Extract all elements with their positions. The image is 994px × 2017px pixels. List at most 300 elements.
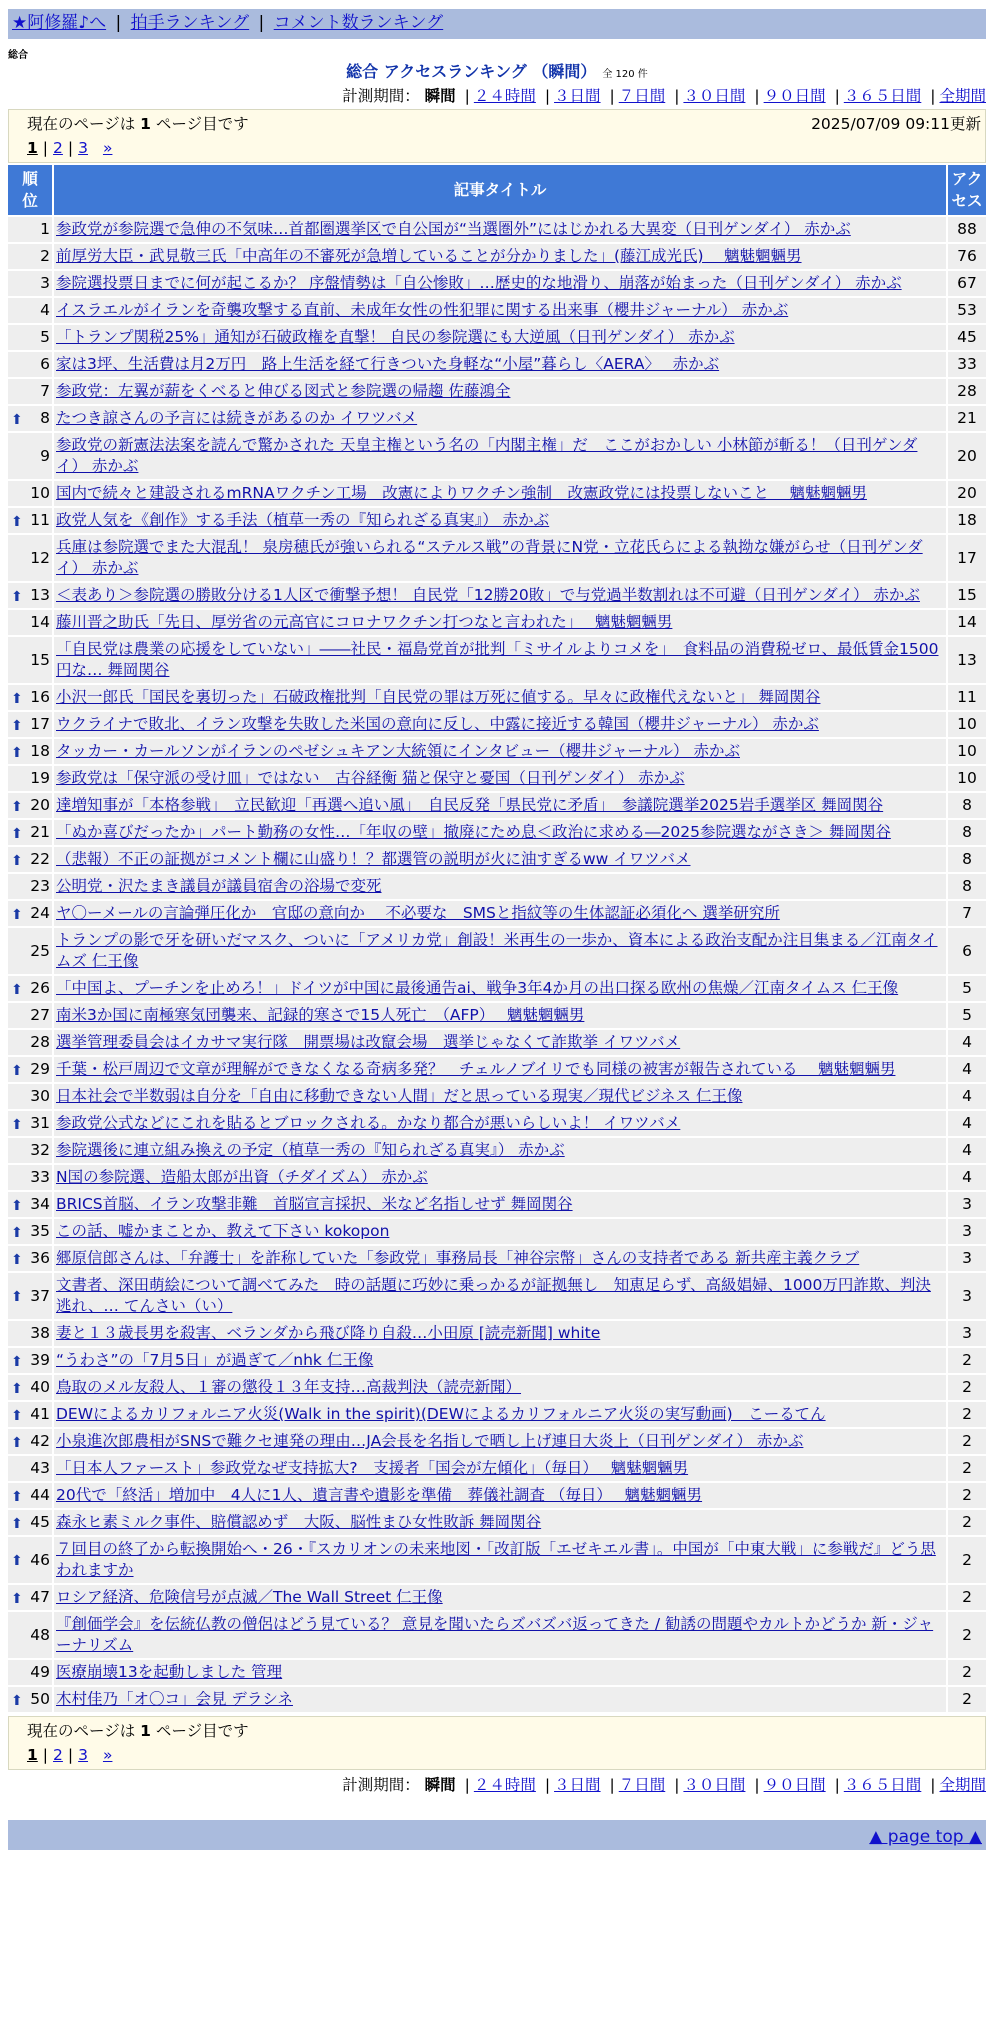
table-row bbox=[8, 271, 986, 296]
clap-ranking-link[interactable]: 拍手ランキング bbox=[130, 13, 250, 33]
rank-cell bbox=[8, 1111, 52, 1136]
rank-up-arrow-icon: ⬆ bbox=[11, 1353, 23, 1370]
article-title-link[interactable]: ７回目の終了から転換開始へ・26・『スカリオンの未来地図・「改訂版「エゼキエル書」。中国が「中東大戦」に参戦だ』どう思われますか bbox=[56, 1540, 936, 1579]
rank-cell bbox=[8, 1321, 52, 1346]
title-cell bbox=[54, 1402, 946, 1427]
period-link-3d[interactable]: ３日間 bbox=[554, 87, 601, 105]
article-title-link[interactable]: 郷原信郎さんは、「弁護士」を詐称していた「参政党」事務局長「神谷宗幣」さんの支持者である 新共産主義クラブ bbox=[56, 1249, 860, 1267]
rank-cell bbox=[8, 1687, 52, 1712]
rank-number: 29 bbox=[30, 1060, 50, 1078]
rank-number: 27 bbox=[30, 1006, 50, 1024]
article-title-link[interactable]: 公明党・沢たまき議員が議員宿舎の浴場で変死 bbox=[56, 877, 382, 895]
title-cell bbox=[54, 535, 946, 581]
header-access: アクセス bbox=[948, 165, 986, 215]
period-link-365d[interactable]: ３６５日間 bbox=[843, 1776, 922, 1794]
table-row bbox=[8, 712, 986, 737]
rank-number: 43 bbox=[30, 1459, 50, 1477]
table-row bbox=[8, 610, 986, 635]
rank-cell bbox=[8, 712, 52, 737]
table-row bbox=[8, 379, 986, 404]
period-label: 計測期間： bbox=[342, 87, 420, 105]
table-row bbox=[8, 1456, 986, 1481]
period-link-24h[interactable]: ２４時間 bbox=[473, 1776, 536, 1794]
rank-cell bbox=[8, 1537, 52, 1583]
title-cell bbox=[54, 1585, 946, 1610]
rank-number: 19 bbox=[30, 769, 50, 787]
title-cell bbox=[54, 766, 946, 791]
period-link-3d[interactable]: ３日間 bbox=[554, 1776, 601, 1794]
rank-number: 30 bbox=[30, 1087, 50, 1105]
article-title-link[interactable]: 妻と１３歳長男を殺害、ベランダから飛び降り自殺…小田原 [読売新聞] white bbox=[56, 1324, 601, 1342]
table-row bbox=[8, 1585, 986, 1610]
rank-number: 2 bbox=[40, 247, 50, 265]
total-count: 全 120 件 bbox=[602, 69, 648, 80]
table-row bbox=[8, 481, 986, 506]
table-row bbox=[8, 685, 986, 710]
rank-cell bbox=[8, 508, 52, 533]
access-count: 8 bbox=[948, 847, 986, 872]
rank-cell bbox=[8, 1219, 52, 1244]
table-row bbox=[8, 1138, 986, 1163]
period-link-365d[interactable]: ３６５日間 bbox=[843, 87, 922, 105]
rank-number: 23 bbox=[30, 877, 50, 895]
rank-number: 34 bbox=[30, 1195, 50, 1213]
article-title-link[interactable]: タッカー・カールソンがイランのペゼシュキアン大統領にインタビュー（櫻井ジャーナル） 赤かぶ bbox=[56, 742, 740, 760]
article-title-link[interactable]: 医療崩壊13を起動しました 管理 bbox=[56, 1663, 283, 1681]
access-count: 4 bbox=[948, 1030, 986, 1055]
rank-cell bbox=[8, 406, 52, 431]
article-title-link[interactable]: DEWによるカリフォルニア火災(Walk in the spirit)(DEWによるカリフォルニア火災の実写動画) こーるてん bbox=[56, 1405, 826, 1423]
article-title-link[interactable]: 参院選投票日までに何が起こるか？ 序盤情勢は「自公惨敗」…歴史的な地滑り、崩落が始まった（日刊ゲンダイ） 赤かぶ bbox=[56, 274, 902, 292]
period-link-30d[interactable]: ３０日間 bbox=[683, 87, 746, 105]
article-title-link[interactable]: ＜表あり＞参院選の勝敗分ける1人区で衝撃予想！ 自民党「12勝20敗」で与党過半数割れは不可避（日刊ゲンダイ） 赤かぶ bbox=[56, 586, 920, 604]
table-row bbox=[8, 325, 986, 350]
article-title-link[interactable]: ロシア経済、危険信号が点滅／The Wall Street 仁王像 bbox=[56, 1588, 443, 1606]
rank-cell bbox=[8, 928, 52, 974]
article-title-link[interactable]: 日本社会で半数弱は自分を「自由に移動できない人間」だと思っている現実／現代ビジネス 仁王像 bbox=[56, 1087, 743, 1105]
rank-cell bbox=[8, 1165, 52, 1190]
title-cell bbox=[54, 1273, 946, 1319]
rank-cell bbox=[8, 1402, 52, 1427]
article-title-link[interactable]: 「ぬか喜びだったか」パート勤務の女性…「年収の壁」撤廃にため息＜政治に求める―2025参院選ながさき＞ 舞岡関谷 bbox=[56, 823, 891, 841]
article-title-link[interactable]: 文書者、深田萌絵について調べてみた 時の話題に巧妙に乗っかるが証拠無し 知恵足らず、高級娼婦、1000万円詐欺、判決逃れ、… てんさい（い） bbox=[56, 1276, 931, 1315]
table-row bbox=[8, 433, 986, 479]
pager-next-link[interactable]: » bbox=[102, 139, 113, 157]
pager-link-2[interactable]: 2 bbox=[53, 139, 63, 157]
access-count: 4 bbox=[948, 1165, 986, 1190]
rank-cell bbox=[8, 874, 52, 899]
table-row bbox=[8, 1510, 986, 1535]
pager-link-2[interactable]: 2 bbox=[53, 1746, 63, 1764]
access-count: 4 bbox=[948, 1057, 986, 1082]
access-count: 6 bbox=[948, 928, 986, 974]
rank-cell bbox=[8, 298, 52, 323]
rank-up-arrow-icon: ⬆ bbox=[11, 798, 23, 815]
rank-cell bbox=[8, 793, 52, 818]
access-count: 3 bbox=[948, 1219, 986, 1244]
title-cell bbox=[54, 1003, 946, 1028]
article-title-link[interactable]: 参院選後に連立組み換えの予定（植草一秀の『知られざる真実』） 赤かぶ bbox=[56, 1141, 565, 1159]
article-title-link[interactable]: 兵庫は参院選でまた大混乱！ 泉房穂氏が強いられる“ステルス戦”の背景にN党・立花氏らによる執拗な嫌がらせ（日刊ゲンダイ） 赤かぶ bbox=[56, 538, 923, 577]
header-rank: 順位 bbox=[8, 165, 52, 215]
access-count: 18 bbox=[948, 508, 986, 533]
table-row bbox=[8, 847, 986, 872]
rank-cell bbox=[8, 1246, 52, 1271]
rank-number: 15 bbox=[30, 650, 50, 669]
rank-cell bbox=[8, 637, 52, 683]
rank-number: 32 bbox=[30, 1141, 50, 1159]
rank-cell bbox=[8, 583, 52, 608]
title-cell bbox=[54, 820, 946, 845]
rank-number: 40 bbox=[30, 1378, 50, 1396]
comment-ranking-link[interactable]: コメント数ランキング bbox=[273, 13, 444, 33]
rank-up-arrow-icon: ⬆ bbox=[11, 1380, 23, 1397]
rank-number: 13 bbox=[30, 586, 50, 604]
rank-cell bbox=[8, 1585, 52, 1610]
rank-cell bbox=[8, 820, 52, 845]
access-count: 2 bbox=[948, 1375, 986, 1400]
rank-cell bbox=[8, 1612, 52, 1658]
table-row bbox=[8, 976, 986, 1001]
period-link-90d[interactable]: ９０日間 bbox=[763, 87, 826, 105]
table-row bbox=[8, 406, 986, 431]
rank-number: 21 bbox=[30, 823, 50, 841]
table-row bbox=[8, 1483, 986, 1508]
title-cell bbox=[54, 1687, 946, 1712]
access-count: 8 bbox=[948, 793, 986, 818]
access-count: 67 bbox=[948, 271, 986, 296]
access-count: 45 bbox=[948, 325, 986, 350]
title-cell bbox=[54, 325, 946, 350]
access-count: 2 bbox=[948, 1456, 986, 1481]
period-link-all[interactable]: 全期間 bbox=[939, 87, 986, 105]
title-cell bbox=[54, 217, 946, 242]
rank-up-arrow-icon: ⬆ bbox=[11, 690, 23, 707]
access-count: 4 bbox=[948, 1084, 986, 1109]
title-cell bbox=[54, 1030, 946, 1055]
rank-cell bbox=[8, 847, 52, 872]
rank-cell bbox=[8, 379, 52, 404]
rank-number: 38 bbox=[30, 1324, 50, 1342]
table-row bbox=[8, 1165, 986, 1190]
article-title-link[interactable]: 『創価学会』を伝統仏教の僧侶はどう見ている？ 意見を聞いたらズバズバ返ってきた / 勧誘の問題やカルトかどうか 新・ジャーナリズム bbox=[56, 1615, 934, 1654]
rank-up-arrow-icon: ⬆ bbox=[11, 1515, 23, 1532]
title-cell bbox=[54, 1111, 946, 1136]
rank-cell bbox=[8, 244, 52, 269]
page-status-box-bottom bbox=[8, 1716, 986, 1770]
period-current: 瞬間 bbox=[424, 1776, 456, 1794]
rank-number: 5 bbox=[40, 328, 50, 346]
title-cell bbox=[54, 244, 946, 269]
footer-bar bbox=[8, 1820, 986, 1850]
access-count: 3 bbox=[948, 1321, 986, 1346]
access-count: 33 bbox=[948, 352, 986, 377]
title-cell bbox=[54, 1057, 946, 1082]
rank-number: 11 bbox=[30, 511, 50, 529]
nav-separator: | bbox=[258, 13, 265, 33]
access-count: 5 bbox=[948, 976, 986, 1001]
access-count: 2 bbox=[948, 1510, 986, 1535]
article-title-link[interactable]: 南米3か国に南極寒気団襲来、記録的寒さで15人死亡 （AFP） 魑魅魍魎男 bbox=[56, 1006, 585, 1024]
table-row bbox=[8, 1057, 986, 1082]
table-row bbox=[8, 535, 986, 581]
title-cell bbox=[54, 901, 946, 926]
access-count: 8 bbox=[948, 874, 986, 899]
table-header-row bbox=[8, 165, 986, 215]
title-cell bbox=[54, 406, 946, 431]
ranking-table-body bbox=[8, 217, 986, 1712]
table-row bbox=[8, 1030, 986, 1055]
rank-cell bbox=[8, 1003, 52, 1028]
table-row bbox=[8, 508, 986, 533]
article-title-link[interactable]: イスラエルがイランを奇襲攻撃する直前、未成年女性の性犯罪に関する出来事（櫻井ジャーナル） 赤かぶ bbox=[56, 301, 789, 319]
rank-number: 4 bbox=[40, 301, 50, 319]
access-count: 3 bbox=[948, 1273, 986, 1319]
rank-up-arrow-icon: ⬆ bbox=[11, 1434, 23, 1451]
table-row bbox=[8, 928, 986, 974]
access-count: 10 bbox=[948, 739, 986, 764]
rank-number: 45 bbox=[30, 1513, 50, 1531]
article-title-link[interactable]: 政党人気を《創作》する手法（植草一秀の『知られざる真実』） 赤かぶ bbox=[56, 511, 550, 529]
article-title-link[interactable]: 前厚労大臣・武見敬三氏「中高年の不審死が急増していることが分かりました」(藤江成光氏) 魑魅魍魎男 bbox=[56, 247, 802, 265]
table-row bbox=[8, 1246, 986, 1271]
period-link-7d[interactable]: ７日間 bbox=[618, 87, 666, 105]
period-link-7d[interactable]: ７日間 bbox=[618, 1776, 666, 1794]
rank-cell bbox=[8, 1510, 52, 1535]
table-row bbox=[8, 1612, 986, 1658]
access-count: 76 bbox=[948, 244, 986, 269]
page-status-text: 現在のページは 1 ページ目です bbox=[27, 1722, 249, 1740]
article-title-link[interactable]: 千葉・松戸周辺で文章が理解ができなくなる奇病多発？ チェルノブイリでも同様の被害が報告されている 魑魅魍魎男 bbox=[56, 1060, 896, 1078]
period-selector-top: 計測期間： 瞬間 | ２４時間 | ３日間 | ７日間 | ３０日間 | ９０日間 | ３６５日間 | 全期間 bbox=[342, 87, 986, 105]
table-row bbox=[8, 1660, 986, 1685]
rank-number: 20 bbox=[30, 796, 50, 814]
table-row bbox=[8, 1321, 986, 1346]
rank-number: 39 bbox=[30, 1351, 50, 1369]
article-title-link[interactable]: 藤川晋之助氏「先日、厚労省の元高官にコロナワクチン打つなと言われた」 魑魅魍魎男 bbox=[56, 613, 673, 631]
page-status-box-top bbox=[8, 109, 986, 163]
article-title-link[interactable]: BRICS首脳、イラン攻撃非難 首脳宣言採択、米など名指しせず 舞岡関谷 bbox=[56, 1195, 573, 1213]
article-title-link[interactable]: 森永ヒ素ミルク事件、賠償認めず 大阪、脳性まひ女性敗訴 舞岡関谷 bbox=[56, 1513, 542, 1531]
access-count: 20 bbox=[948, 433, 986, 479]
rank-cell bbox=[8, 1456, 52, 1481]
rank-number: 12 bbox=[30, 548, 50, 567]
article-title-link[interactable]: 「中国よ、プーチンを止めろ！」ドイツが中国に最後通告ai、戦争3年4か月の出口探る欧州の焦燥／江南タイムス 仁王像 bbox=[56, 979, 899, 997]
access-count: 2 bbox=[948, 1660, 986, 1685]
table-row bbox=[8, 1375, 986, 1400]
rank-cell bbox=[8, 1138, 52, 1163]
period-label: 計測期間： bbox=[342, 1776, 420, 1794]
rank-up-arrow-icon: ⬆ bbox=[11, 1289, 23, 1305]
article-title-link[interactable]: 国内で続々と建設されるmRNAワクチン工場 改憲によりワクチン強制 改憲政党には投票しないこと 魑魅魍魎男 bbox=[56, 484, 867, 502]
access-count: 2 bbox=[948, 1585, 986, 1610]
rank-up-arrow-icon: ⬆ bbox=[11, 1553, 23, 1569]
rank-number: 48 bbox=[30, 1625, 50, 1644]
rank-number: 33 bbox=[30, 1168, 50, 1186]
rank-number: 35 bbox=[30, 1222, 50, 1240]
title-cell bbox=[54, 712, 946, 737]
rank-number: 18 bbox=[30, 742, 50, 760]
ranking-title: 総合 アクセスランキング （瞬間） bbox=[346, 62, 597, 81]
access-count: 10 bbox=[948, 712, 986, 737]
rank-cell bbox=[8, 1348, 52, 1373]
period-link-all[interactable]: 全期間 bbox=[939, 1776, 986, 1794]
article-title-link[interactable]: 参政党は「保守派の受け皿」ではない 古谷経衡 猫と保守と憂国（日刊ゲンダイ） 赤かぶ bbox=[56, 769, 685, 787]
rank-up-arrow-icon: ⬆ bbox=[11, 1062, 23, 1079]
rank-cell bbox=[8, 1429, 52, 1454]
access-count: 11 bbox=[948, 685, 986, 710]
rank-cell bbox=[8, 535, 52, 581]
rank-cell bbox=[8, 271, 52, 296]
article-title-link[interactable]: ヤ〇ーメールの言論弾圧化か 官邸の意向か 不必要な SMSと指紋等の生体認証必須化へ 選挙研究所 bbox=[56, 904, 780, 922]
article-title-link[interactable]: 「自民党は農業の応援をしていない」――社民・福島党首が批判「ミサイルよりコメを」 食料品の消費税ゼロ、最低賃金1500円な… 舞岡関谷 bbox=[56, 640, 939, 679]
table-row bbox=[8, 766, 986, 791]
access-count: 15 bbox=[948, 583, 986, 608]
title-cell bbox=[54, 1138, 946, 1163]
article-title-link[interactable]: （悲報）不正の証拠がコメント欄に山盛り！？都選管の説明が火に油すぎるww イワツバメ bbox=[56, 850, 691, 868]
access-count: 4 bbox=[948, 1138, 986, 1163]
page-top-link[interactable]: ▲ page top ▲ bbox=[869, 1827, 982, 1847]
article-title-link[interactable]: 小沢一郎氏「国民を裏切った」石破政権批判「自民党の罪は万死に値する。早々に政権代えないと」 舞岡関谷 bbox=[56, 688, 821, 706]
article-title-link[interactable]: 鳥取のメル友殺人、１審の懲役１３年支持…高裁判決（読売新聞） bbox=[56, 1378, 522, 1396]
access-count: 14 bbox=[948, 610, 986, 635]
access-count: 2 bbox=[948, 1483, 986, 1508]
article-title-link[interactable]: 「トランプ関税25%」通知が石破政権を直撃！ 自民の参院選にも大逆風（日刊ゲンダイ） 赤かぶ bbox=[56, 328, 735, 346]
pager-next-link[interactable]: » bbox=[102, 1746, 113, 1764]
article-title-link[interactable]: 小泉進次郎農相がSNSで難クセ連発の理由…JA会長を名指しで晒し上げ連日大炎上（日刊ゲンダイ） 赤かぶ bbox=[56, 1432, 804, 1450]
table-row bbox=[8, 793, 986, 818]
rank-number: 7 bbox=[40, 382, 50, 400]
header-title: 記事タイトル bbox=[54, 165, 946, 215]
access-count: 2 bbox=[948, 1537, 986, 1583]
rank-cell bbox=[8, 766, 52, 791]
rank-cell bbox=[8, 217, 52, 242]
table-row bbox=[8, 1348, 986, 1373]
article-title-link[interactable]: 参政党：左翼が薪をくべると伸びる図式と参院選の帰趨 佐藤鴻全 bbox=[56, 382, 511, 400]
table-row bbox=[8, 820, 986, 845]
article-title-link[interactable]: 達増知事が「本格参戦」 立民歓迎「再選へ追い風」 自民反発「県民党に矛盾」 参議院選挙2025岩手選挙区 舞岡関谷 bbox=[56, 796, 884, 814]
period-link-24h[interactable]: ２４時間 bbox=[473, 87, 536, 105]
rank-number: 8 bbox=[40, 409, 50, 427]
access-count: 4 bbox=[948, 1111, 986, 1136]
pager-link-3[interactable]: 3 bbox=[78, 139, 89, 157]
title-cell bbox=[54, 1483, 946, 1508]
title-cell bbox=[54, 976, 946, 1001]
article-title-link[interactable]: 選挙管理委員会はイカサマ実行隊 開票場は改竄会場 選挙じゃなくて詐欺挙 イワツバメ bbox=[56, 1033, 681, 1051]
rank-cell bbox=[8, 1192, 52, 1217]
rank-number: 46 bbox=[30, 1550, 50, 1569]
table-row bbox=[8, 352, 986, 377]
rank-number: 6 bbox=[40, 355, 50, 373]
page-status-text: 現在のページは 1 ページ目です bbox=[27, 115, 249, 133]
access-count: 10 bbox=[948, 766, 986, 791]
rank-up-arrow-icon: ⬆ bbox=[11, 717, 23, 734]
article-title-link[interactable]: 参政党の新憲法法案を読んで驚かされた 天皇主権という名の「内閣主権」だ ここがおかしい 小林節が斬る！（日刊ゲンダイ） 赤かぶ bbox=[56, 436, 918, 475]
home-link[interactable]: ★阿修羅♪へ bbox=[12, 13, 107, 33]
title-cell bbox=[54, 583, 946, 608]
table-row bbox=[8, 1219, 986, 1244]
rank-up-arrow-icon: ⬆ bbox=[11, 825, 23, 842]
rank-cell bbox=[8, 1483, 52, 1508]
rank-up-arrow-icon: ⬆ bbox=[11, 1197, 23, 1214]
article-title-link[interactable]: 20代で「終活」増加中 4人に1人、遺言書や遺影を準備 葬儀社調査 （毎日） 魑魅魍魎男 bbox=[56, 1486, 703, 1504]
rank-cell bbox=[8, 433, 52, 479]
rank-number: 10 bbox=[30, 484, 50, 502]
period-link-30d[interactable]: ３０日間 bbox=[683, 1776, 746, 1794]
title-cell bbox=[54, 739, 946, 764]
article-title-link[interactable]: ウクライナで敗北、イラン攻撃を失敗した米国の意向に反し、中露に接近する韓国（櫻井ジャーナル） 赤かぶ bbox=[56, 715, 819, 733]
title-cell bbox=[54, 271, 946, 296]
title-cell bbox=[54, 610, 946, 635]
pager-current-page: 1 bbox=[27, 139, 38, 157]
title-cell bbox=[54, 1192, 946, 1217]
rank-number: 26 bbox=[30, 979, 50, 997]
title-cell bbox=[54, 1165, 946, 1190]
rank-number: 1 bbox=[40, 220, 50, 238]
table-row bbox=[8, 583, 986, 608]
rank-number: 25 bbox=[30, 941, 50, 960]
period-selector-bottom: 計測期間： 瞬間 | ２４時間 | ３日間 | ７日間 | ３０日間 | ９０日間 | ３６５日間 | 全期間 bbox=[342, 1776, 986, 1794]
article-title-link[interactable]: 家は3坪、生活費は月2万円 路上生活を経て行きついた身軽な“小屋”暮らし〈AERA〉 赤かぶ bbox=[56, 355, 720, 373]
pager-current-page: 1 bbox=[27, 1746, 38, 1764]
rank-number: 36 bbox=[30, 1249, 50, 1267]
rank-up-arrow-icon: ⬆ bbox=[11, 852, 23, 869]
rank-number: 50 bbox=[30, 1690, 50, 1708]
access-count: 2 bbox=[948, 1348, 986, 1373]
title-cell bbox=[54, 1321, 946, 1346]
access-count: 21 bbox=[948, 406, 986, 431]
pagination-top: 1 | 2 | 3 » bbox=[27, 139, 113, 157]
title-cell bbox=[54, 1612, 946, 1658]
access-count: 3 bbox=[948, 1192, 986, 1217]
title-cell bbox=[54, 1246, 946, 1271]
article-title-link[interactable]: この話、嘘かまことか、教えて下さい kokopon bbox=[56, 1222, 390, 1240]
access-count: 8 bbox=[948, 820, 986, 845]
article-title-link[interactable]: “うわさ”の「7月5日」が過ぎて／nhk 仁王像 bbox=[56, 1351, 374, 1369]
rank-up-arrow-icon: ⬆ bbox=[11, 1407, 23, 1424]
access-count: 5 bbox=[948, 1003, 986, 1028]
access-count: 2 bbox=[948, 1429, 986, 1454]
table-row bbox=[8, 1402, 986, 1427]
article-title-link[interactable]: 木村佳乃「オ〇コ」会見 デラシネ bbox=[56, 1690, 293, 1708]
rank-up-arrow-icon: ⬆ bbox=[11, 1224, 23, 1241]
article-title-link[interactable]: 参政党が参院選で急伸の不気味…首都圏選挙区で自公国が“当選圏外”にはじかれる大異変（日刊ゲンダイ） 赤かぶ bbox=[56, 220, 851, 238]
rank-number: 14 bbox=[30, 613, 50, 631]
title-cell bbox=[54, 1660, 946, 1685]
period-link-90d[interactable]: ９０日間 bbox=[763, 1776, 826, 1794]
rank-cell bbox=[8, 976, 52, 1001]
rank-up-arrow-icon: ⬆ bbox=[11, 1692, 23, 1709]
rank-number: 3 bbox=[40, 274, 50, 292]
rank-up-arrow-icon: ⬆ bbox=[11, 744, 23, 761]
title-cell bbox=[54, 433, 946, 479]
title-cell bbox=[54, 928, 946, 974]
article-title-link[interactable]: N国の参院選、造船太郎が出資（チダイズム） 赤かぶ bbox=[56, 1168, 428, 1186]
article-title-link[interactable]: 「日本人ファースト」参政党なぜ支持拡大? 支援者「国会が左傾化」（毎日） 魑魅魍魎男 bbox=[56, 1459, 689, 1477]
table-row bbox=[8, 1003, 986, 1028]
article-title-link[interactable]: 参政党公式などにこれを貼るとブロックされる。かなり都合が悪いらしいよ！ イワツバメ bbox=[56, 1114, 681, 1132]
page bbox=[8, 9, 986, 1850]
table-row bbox=[8, 244, 986, 269]
ranking-table bbox=[6, 163, 988, 1714]
access-count: 88 bbox=[948, 217, 986, 242]
pager-link-3[interactable]: 3 bbox=[78, 1746, 89, 1764]
article-title-link[interactable]: たつき諒さんの予言には続きがあるのか イワツバメ bbox=[56, 409, 418, 427]
article-title-link[interactable]: トランプの影で牙を研いだマスク、ついに「アメリカ党」創設！米再生の一歩か、資本による政治支配か注目集まる／江南タイムズ 仁王像 bbox=[56, 931, 938, 970]
rank-number: 16 bbox=[30, 688, 50, 706]
rank-number: 37 bbox=[30, 1286, 50, 1305]
rank-cell bbox=[8, 1660, 52, 1685]
